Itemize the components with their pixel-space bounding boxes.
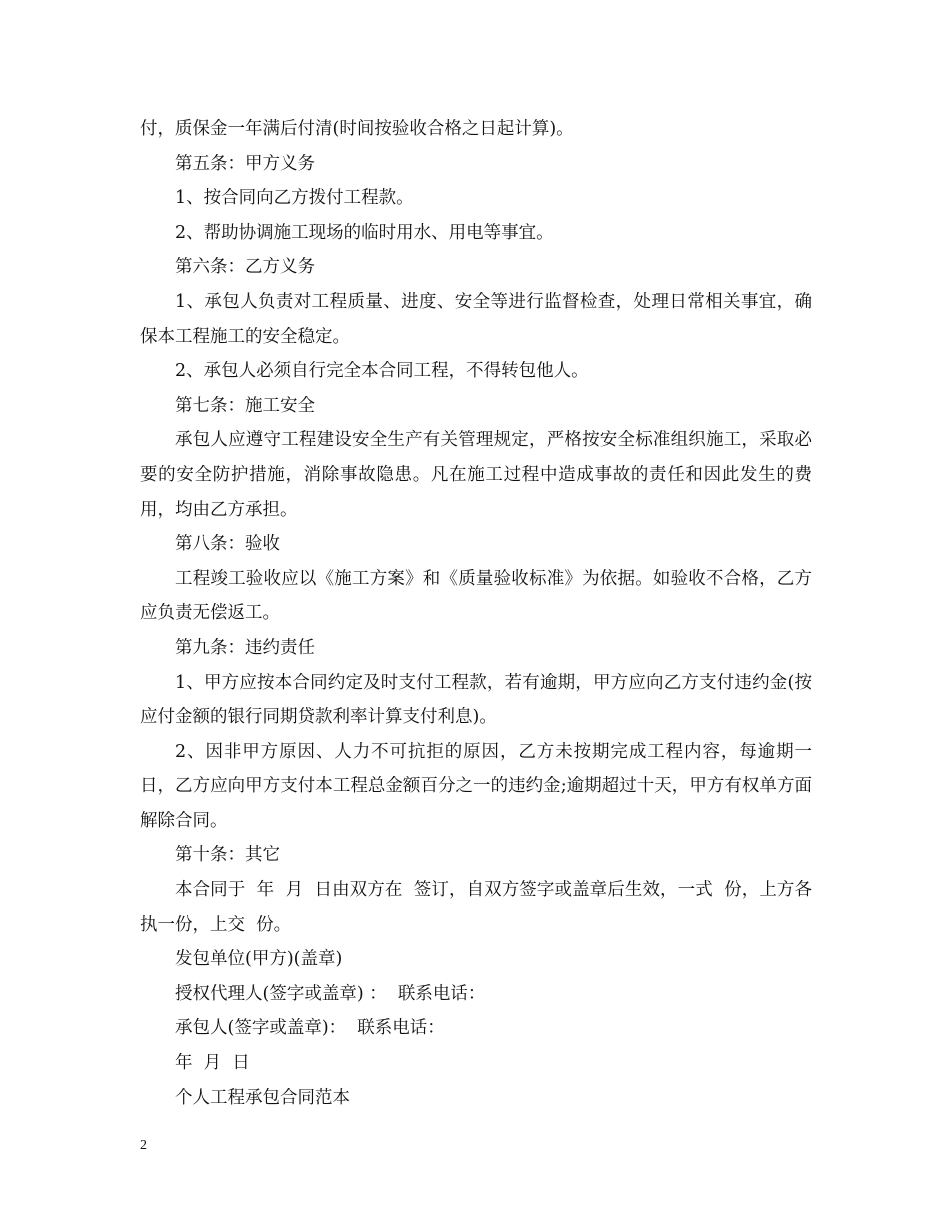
paragraph: 第八条：验收 (175, 534, 280, 555)
paragraph: 第九条：违约责任 (175, 637, 315, 658)
paragraph: 本合同于 年 月 日由双方在 签订，自双方签字或盖章后生效，一式 份，上方各执一份，上交 份。 (140, 880, 812, 935)
paragraph: 1、甲方应按本合同约定及时支付工程款，若有逾期，甲方应向乙方支付违约金(按应付金额的银行同期贷款利率计算支付利息)。 (140, 672, 812, 728)
paragraph: 1、承包人负责对工程质量、进度、安全等进行监督检查，处理日常相关事宜，确保本工程施工的安全稳定。 (140, 291, 812, 347)
paragraph: 2、因非甲方原因、人力不可抗拒的原因，乙方未按期完成工程内容，每逾期一日，乙方应向甲方支付本工程总金额百分之一的违约金;逾期超过十天，甲方有权单方面解除合同。 (140, 741, 812, 831)
paragraph: 第五条：甲方义务 (175, 153, 315, 174)
paragraph: 年 月 日 (175, 1053, 250, 1074)
paragraph: 第十条：其它 (175, 845, 280, 866)
paragraph: 2、承包人必须自行完全本合同工程，不得转包他人。 (175, 361, 589, 382)
paragraph: 2、帮助协调施工现场的临时用水、用电等事宜。 (175, 222, 554, 243)
paragraph: 发包单位(甲方)(盖章) (175, 949, 343, 970)
paragraph: 承包人(签字或盖章)： 联系电话： (175, 1018, 445, 1039)
paragraph: 1、按合同向乙方拨付工程款。 (175, 188, 414, 209)
paragraph: 工程竣工验收应以《施工方案》和《质量验收标准》为依据。如验收不合格，乙方应负责无偿返工。 (140, 568, 812, 624)
paragraph: 授权代理人(签字或盖章) ： 联系电话： (175, 983, 486, 1004)
paragraph: 第七条：施工安全 (175, 395, 315, 416)
page-number: 2 (140, 1138, 147, 1153)
paragraph: 第六条：乙方义务 (175, 257, 315, 278)
paragraph: 承包人应遵守工程建设安全生产有关管理规定，严格按安全标准组织施工，采取必要的安全防护措施，消除事故隐患。凡在施工过程中造成事故的责任和因此发生的费用，均由乙方承担。 (140, 430, 812, 520)
document-body (140, 112, 812, 1115)
paragraph: 个人工程承包合同范本 (175, 1087, 350, 1108)
paragraph: 付，质保金一年满后付清(时间按验收合格之日起计算)。 (140, 119, 574, 139)
